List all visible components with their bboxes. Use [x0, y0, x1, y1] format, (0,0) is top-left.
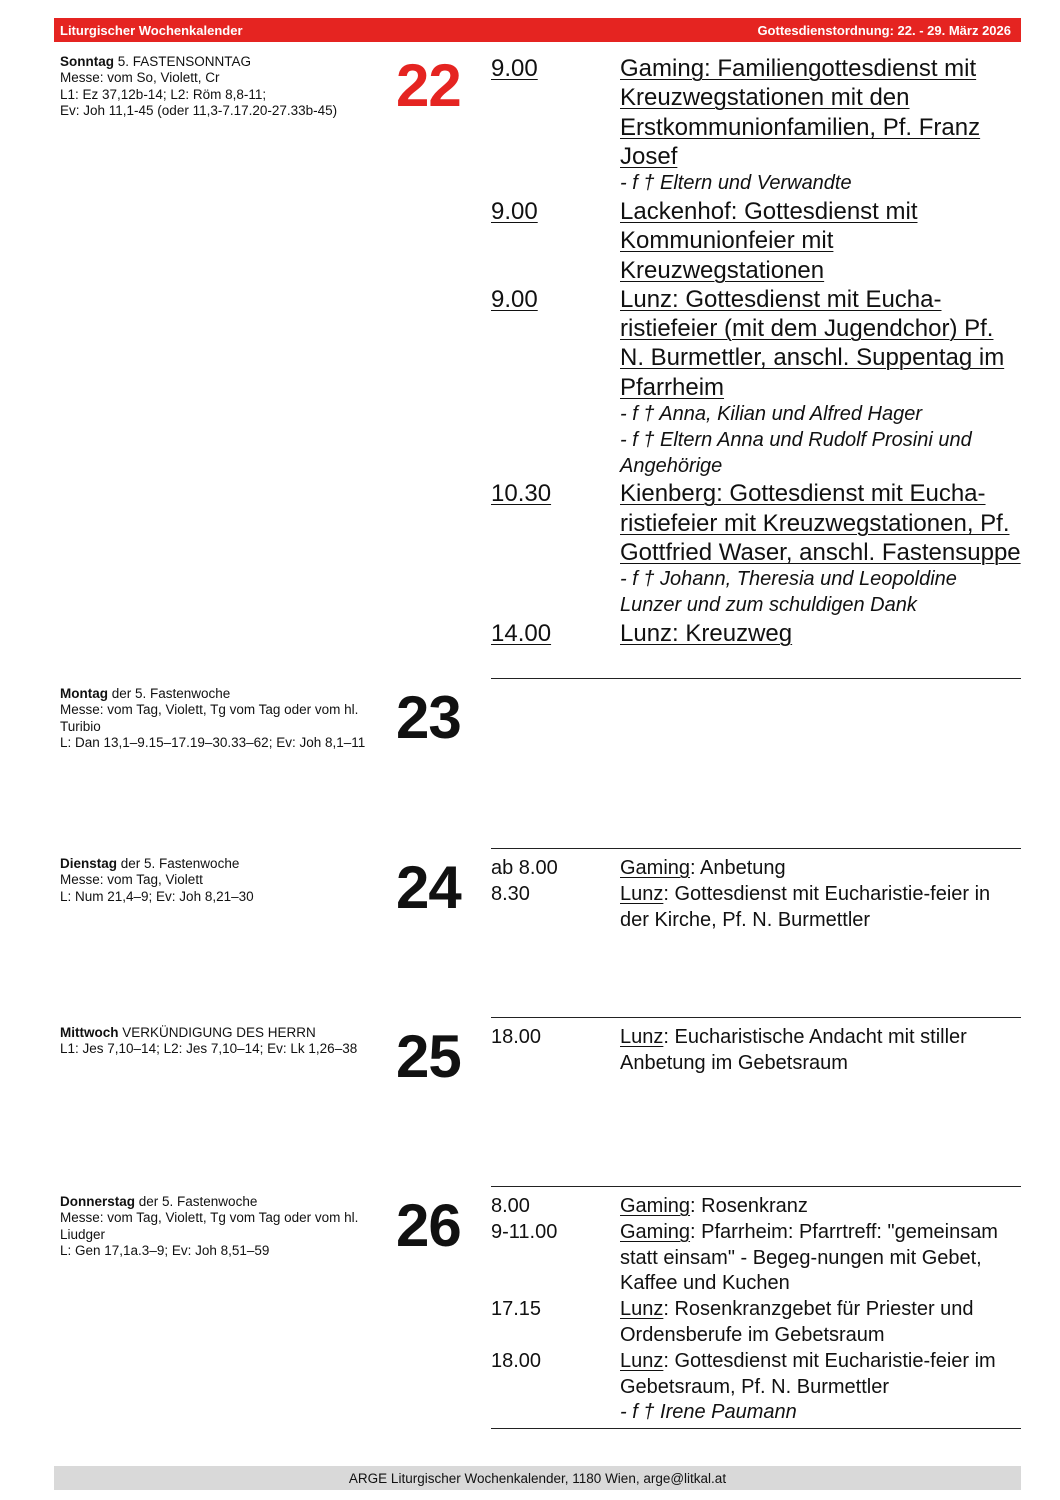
day-title: der 5. Fastenwoche — [117, 856, 240, 871]
event-text: : Eucharistische Andacht mit stiller Anbetung im Gebetsraum — [620, 1026, 967, 1074]
event-time: 8.30 — [491, 882, 530, 905]
event-item — [491, 1025, 1021, 1077]
info-line: Messe: vom Tag, Violett, Tg vom Tag oder vom hl. Liudger — [60, 1210, 359, 1242]
event-item — [491, 285, 1021, 402]
event-text: : Gottesdienst mit Eucharistie-feier in der Kirche, Pf. N. Burmettler — [620, 882, 991, 931]
info-line: L1: Jes 7,10–14; L2: Jes 7,10–14; Ev: Lk 1,26–38 — [60, 1041, 358, 1057]
weekday: Mittwoch — [60, 1025, 119, 1040]
event-text: Gaming: Familiengottesdienst mit Kreuzwegstationen mit den Erstkommunionfamilien, Pf. Franz Josef — [620, 55, 981, 170]
header-bar — [54, 18, 1021, 42]
event-time: 9.00 — [491, 55, 538, 82]
event-time: ab 8.00 — [491, 857, 558, 879]
info-line: Messe: vom Tag, Violett, Tg vom Tag oder vom hl. Turibio — [60, 702, 359, 734]
event-list — [491, 1194, 1021, 1426]
mass-intention: - f † Irene Paumann — [620, 1401, 797, 1424]
footer-text: ARGE Liturgischer Wochenkalender, 1180 Wien, arge@litkal.at — [348, 1470, 727, 1486]
event-item — [491, 882, 1021, 934]
event-text: Lunz: Kreuzweg — [620, 619, 793, 647]
footer-bar — [54, 1466, 1021, 1490]
event-text: : Gottesdienst mit Eucharistie-feier im Gebetsraum, Pf. N. Burmettler — [620, 1349, 996, 1398]
day-number: 25 — [396, 1023, 461, 1090]
info-line: L: Dan 13,1–9.15–17.19–30.33–62; Ev: Joh 8,1–11 — [60, 734, 366, 750]
event-item — [491, 1194, 1021, 1220]
weekday: Montag — [60, 686, 108, 701]
event-text: : Rosenkranzgebet für Priester und Ordensberufe im Gebetsraum — [620, 1298, 974, 1346]
info-line: L: Num 21,4–9; Ev: Joh 8,21–30 — [60, 888, 254, 904]
event-time: 9.00 — [491, 197, 538, 225]
event-item — [491, 1349, 1021, 1401]
event-time: 10.30 — [491, 480, 552, 508]
mass-intention: - f † Eltern Anna und Rudolf Prosini und Angehörige — [620, 428, 972, 477]
day-separator — [491, 1017, 1021, 1018]
day-separator — [491, 848, 1021, 849]
day-number: 24 — [396, 854, 461, 921]
event-time: 14.00 — [491, 619, 552, 647]
event-location: Lunz — [620, 1298, 664, 1321]
event-text: : Anbetung — [690, 857, 786, 879]
day-title: 5. FASTENSONNTAG — [114, 54, 252, 69]
info-line: Messe: vom So, Violett, Cr — [60, 70, 220, 86]
event-item — [491, 479, 1021, 567]
event-item — [491, 54, 1021, 171]
event-text: Kienberg: Gottesdienst mit Eucha-ristiefeier mit Kreuzwegstationen, Pf. Gottfried Waser, anschl. Fastensuppe — [620, 480, 1021, 567]
event-list — [491, 856, 1021, 933]
header-date-range: Gottesdienstordnung: 22. - 29. März 2026 — [757, 22, 1011, 38]
event-text: : Pfarrheim: Pfarrtreff: "gemeinsam statt einsam" - Begeg-nungen mit Gebet, Kaffee und Kuchen — [620, 1220, 998, 1295]
weekday: Donnerstag — [60, 1194, 136, 1209]
day-separator — [491, 678, 1021, 679]
day-number: 23 — [396, 684, 461, 751]
day-number: 26 — [396, 1192, 461, 1259]
day-info — [60, 856, 385, 905]
event-time: 8.00 — [491, 1195, 530, 1217]
info-line: Ev: Joh 11,1-45 (oder 11,3-7.17.20-27.33b-45) — [60, 102, 338, 118]
event-item — [491, 1297, 1021, 1349]
event-list — [491, 1025, 1021, 1077]
event-location: Lunz — [620, 1026, 664, 1048]
info-line: L1: Ez 37,12b-14; L2: Röm 8,8-11; — [60, 86, 267, 102]
day-separator — [491, 1186, 1021, 1187]
event-list — [491, 54, 1021, 648]
event-item — [491, 1220, 1021, 1297]
event-time: 9-11.00 — [491, 1220, 558, 1243]
event-text: Lunz: Gottesdienst mit Eucha-ristiefeier (mit dem Jugendchor) Pf. N. Burmettler, anschl. Suppentag im Pfarrheim — [620, 285, 1005, 401]
info-line: L: Gen 17,1a.3–9; Ev: Joh 8,51–59 — [60, 1242, 270, 1258]
mass-intention: - f † Eltern und Verwandte — [620, 172, 852, 195]
event-location: Lunz — [620, 882, 664, 905]
event-item — [491, 197, 1021, 285]
day-info — [60, 1194, 385, 1259]
event-location: Gaming — [620, 1220, 691, 1243]
day-number: 22 — [396, 52, 461, 119]
event-location: Gaming — [620, 1195, 691, 1217]
weekday: Sonntag — [60, 54, 114, 69]
mass-intention: - f † Anna, Kilian und Alfred Hager — [620, 403, 923, 426]
day-info — [60, 1025, 385, 1058]
event-text: Lackenhof: Gottesdienst mit Kommunionfeier mit Kreuzwegstationen — [620, 197, 918, 284]
weekday: Dienstag — [60, 856, 118, 871]
event-location: Gaming — [620, 857, 691, 879]
event-location: Lunz — [620, 1349, 664, 1372]
day-title: der 5. Fastenwoche — [108, 686, 231, 701]
event-item — [491, 856, 1021, 882]
day-separator — [491, 1428, 1021, 1429]
event-time: 18.00 — [491, 1026, 542, 1048]
day-title: der 5. Fastenwoche — [135, 1194, 258, 1209]
event-time: 17.15 — [491, 1298, 542, 1321]
event-time: 9.00 — [491, 285, 538, 313]
event-item — [491, 619, 1021, 648]
info-line: Messe: vom Tag, Violett — [60, 872, 203, 888]
day-info — [60, 686, 385, 751]
event-text: : Rosenkranz — [690, 1195, 808, 1217]
day-info — [60, 54, 385, 119]
mass-intention: - f † Johann, Theresia und Leopoldine Lunzer und zum schuldigen Dank — [620, 568, 957, 617]
event-time: 18.00 — [491, 1349, 542, 1372]
header-title: Liturgischer Wochenkalender — [60, 22, 243, 38]
day-title: VERKÜNDIGUNG DES HERRN — [118, 1025, 316, 1040]
